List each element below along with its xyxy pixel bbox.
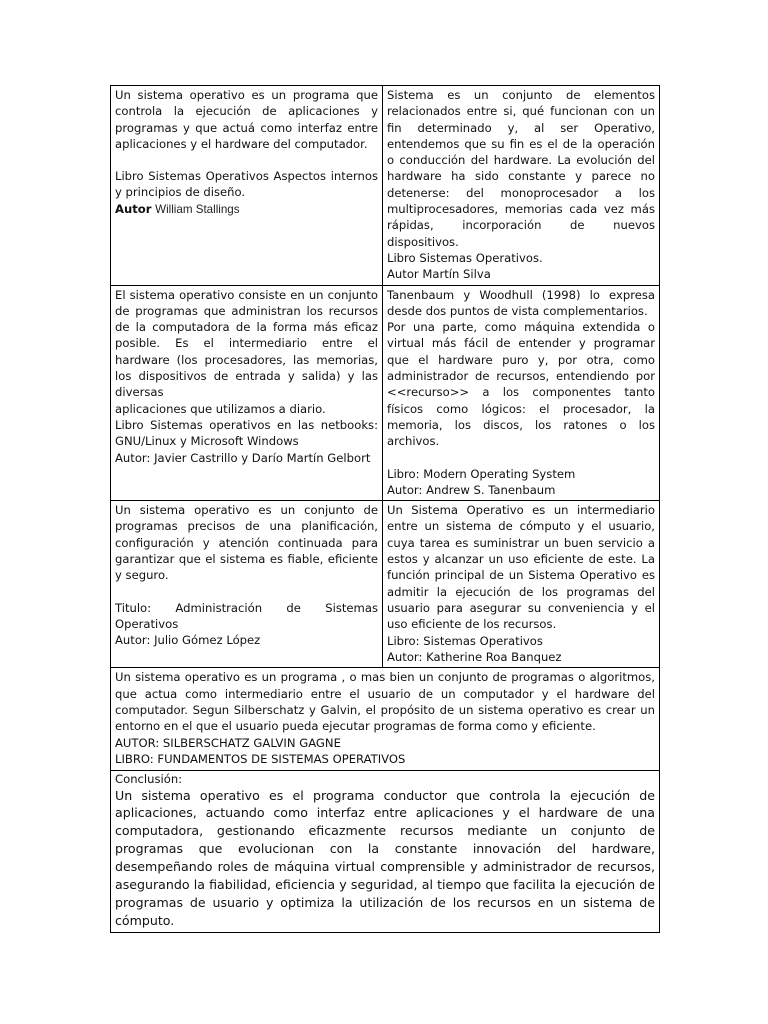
book-reference: Libro: Modern Operating System <box>387 466 576 481</box>
author-name: William Stallings <box>155 202 240 216</box>
definition-text: Tanenbaum y Woodhull (1998) lo expresa desde dos puntos de vista complementarios. <box>387 287 655 318</box>
author-reference: Autor: Andrew S. Tanenbaum <box>387 482 556 497</box>
conclusion-text: Un sistema operativo es el programa conductor que controla la ejecución de aplicaciones, actuando como interfaz entre aplicaciones y el hardware de una computadora, gestionando eficazmente recursos mediante un conjunto de programas que evolucionan con la constante innovación del hardware, desempeñando roles de máquina virtual comprensible y administrador de recursos, asegurando la fiabilidad, eficiencia y seguridad, al tiempo que facilita la ejecución de programas de usuario y optimiza la utilización de los recursos en un sistema de cómputo. <box>115 787 655 928</box>
definition-cell-gomez <box>111 501 383 668</box>
book-reference: Titulo: Administración de Sistemas Operativos <box>115 600 378 631</box>
table-row <box>111 501 660 668</box>
author-label: Autor <box>115 201 152 216</box>
book-reference: Libro Sistemas Operativos. <box>387 250 543 265</box>
definitions-table <box>110 85 660 933</box>
author-reference: AUTOR: SILBERSCHATZ GALVIN GAGNE <box>115 735 341 750</box>
author-reference: Autor: Javier Castrillo y Darío Martín Gelbort <box>115 450 371 465</box>
definition-text: Sistema es un conjunto de elementos relacionados entre si, qué funcionan con un fin determinado y, al ser Operativo, entendemos que su fin es el de la operación o conducción del hardware. La evolución del hardware ha sido constante y parece no detenerse: del monoprocesador a los multiprocesadores, memorias cada vez más rápidas, incorporación de nuevos dispositivos. <box>387 88 655 249</box>
definition-text: Un sistema operativo es un conjunto de programas precisos de una planificación, configuración y atención continuada para garantizar que el sistema es fiable, eficiente y seguro. <box>115 503 378 583</box>
definition-cell-tanenbaum <box>383 285 660 501</box>
author-reference <box>115 201 378 218</box>
author-reference: Autor: Julio Gómez López <box>115 633 261 648</box>
book-reference: Libro Sistemas operativos en las netbooks: GNU/Linux y Microsoft Windows <box>115 417 378 449</box>
author-reference: Autor: Katherine Roa Banquez <box>387 649 562 664</box>
definition-cell-stallings <box>111 86 383 286</box>
table-row <box>111 86 660 286</box>
author-reference: Autor Martín Silva <box>387 267 491 282</box>
table-row <box>111 668 660 770</box>
table-row <box>111 770 660 932</box>
definition-cell-silva <box>383 86 660 286</box>
definition-text: Un Sistema Operativo es un intermediario entre un sistema de cómputo y el usuario, cuya tarea es suministrar un buen servicio a estos y alcanzar un uso eficiente de este. La función principal de un Sistema Operativo es admitir la ejecución de los programas del usuario para asegurar su conveniencia y el uso eficiente de los recursos. <box>387 503 655 632</box>
book-reference: LIBRO: FUNDAMENTOS DE SISTEMAS OPERATIVOS <box>115 752 406 767</box>
conclusion-title: Conclusión: <box>115 771 183 786</box>
table-row <box>111 285 660 501</box>
definition-cell-roa <box>383 501 660 668</box>
definition-cell-castrillo <box>111 285 383 501</box>
definition-cell-silberschatz <box>111 668 660 770</box>
book-reference: Libro Sistemas Operativos Aspectos internos y principios de diseño. <box>115 169 378 200</box>
definition-text-continued: aplicaciones que utilizamos a diario. <box>115 401 326 416</box>
definition-text-continued: Por una parte, como máquina extendida o virtual más fácil de entender y programar que el hardware puro y, por otra, como administrador de recursos, entendiendo por <<recurso>> a los componentes tanto físicos como lógicos: el procesador, la memoria, los discos, los ratones o los archivos. <box>387 320 655 449</box>
definition-text: Un sistema operativo es un programa , o mas bien un conjunto de programas o algoritmos, que actua como intermediario entre el usuario de un computador y el hardware del computador. Segun Silberschatz y Galvin, el propósito de un sistema operativo es crear un entorno en el que el usuario pueda ejecutar programas de forma como y eficiente. <box>115 670 655 734</box>
book-reference: Libro: Sistemas Operativos <box>387 633 543 648</box>
conclusion-cell <box>111 770 660 932</box>
definition-text: El sistema operativo consiste en un conjunto de programas que administran los recursos de la computadora de la forma más eficaz posible. Es el intermediario entre el hardware (los procesadores, las memorias, los dispositivos de entrada y salida) y las diversas <box>115 287 378 400</box>
definition-text: Un sistema operativo es un programa que controla la ejecución de aplicaciones y programas y que actuá como interfaz entre aplicaciones y el hardware del computador. <box>115 88 378 151</box>
